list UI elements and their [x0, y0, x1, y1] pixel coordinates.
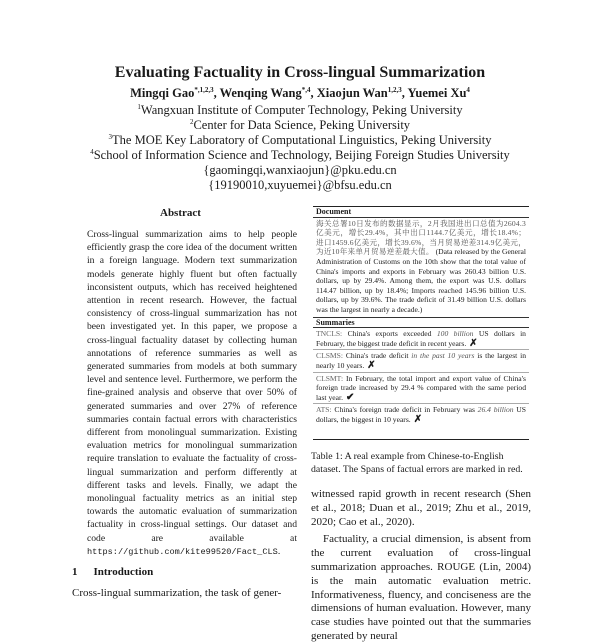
cross-mark-icon: ✗ — [469, 337, 478, 349]
model-name: ATS: — [316, 405, 332, 415]
summary-text: US dollars in February, the biggest trade deficit in recent years. — [316, 329, 526, 348]
summaries-list — [313, 328, 529, 425]
document-heading: Document — [313, 207, 529, 218]
summary-row — [313, 328, 529, 350]
author-name: Wenqing Wang — [219, 86, 302, 100]
author-name: Mingqi Gao — [130, 86, 195, 100]
summary-text: is the largest in nearly 10 years. — [316, 351, 527, 370]
affiliation-marker: 3 — [108, 132, 113, 141]
summary-text: China's foreign trade deficit in February was — [334, 405, 478, 415]
affiliation-text: Wangxuan Institute of Computer Technology, Peking University — [140, 103, 463, 117]
abstract-text: Cross-lingual summarization aims to help people efficiently grasp the core idea of the document written in a foreign language. Modern text summarization models generate highly fluent but often factually inconsistent outputs, which has received heightened attention in recent research. However, the factual consistency of cross-lingual summarization has not been investigated yet. In this paper, we propose a cross-lingual factuality dataset by collecting human annotations of reference summaries as well as generated summaries from models at both summary level and sentence level. Furthermore, we perform the fine-grained analysis and observe that over 50% of generated summaries and over 27% of reference summaries contain factual errors with characteristics different from monolingual summarization. Existing evaluation metrics for monolingual summarization require translation to evaluate the factuality of cross-lingual summarization and perform differently at different tasks and levels. Finally, we adapt the monolingual factuality metrics as an initial step towards the automatic evaluation of summarization factuality in cross-lingual settings. Our dataset and code are available at — [87, 229, 297, 544]
document-chinese: 海关总署10日发布的数据显示，2月我国进出口总值为2604.3亿美元，增长29.4%，其中出口1144.7亿美元，增长18.4%；进口1459.6亿美元，增长39.6%，当月贸易逆差314.9亿美元，为近10年来单月贸易逆差最大值。 — [316, 218, 526, 257]
model-name: CLSMS: — [316, 351, 344, 361]
summary-row — [313, 350, 529, 372]
affiliation-marker: 1 — [137, 102, 141, 111]
author-affiliation-marker: 4 — [466, 85, 470, 94]
summary-text: China's trade deficit — [345, 351, 412, 361]
section-number: 1 — [72, 566, 78, 578]
summary-row — [313, 373, 529, 405]
affiliation-line — [0, 148, 600, 163]
section-title: Introduction — [93, 566, 154, 578]
affiliation-line — [0, 118, 600, 133]
affiliation-text: Center for Data Science, Peking University — [193, 118, 411, 132]
author-name: Yuemei Xu — [407, 86, 467, 100]
error-span: 100 billion — [436, 329, 474, 339]
affiliation-text: School of Information Science and Technology, Beijing Foreign Studies University — [93, 148, 510, 162]
cross-mark-icon: ✗ — [413, 413, 423, 425]
section-heading — [72, 566, 153, 578]
model-name: TNCLS: — [316, 329, 343, 339]
table-caption: Table 1: A real example from Chinese-to-English dataset. The Spans of factual errors are marked in red. — [311, 451, 523, 475]
summary-text: In February, the total import and export value of China's foreign trade increased by 29.4 % compared with the same period last year. — [316, 373, 526, 402]
summary-text: China's exports exceeded — [347, 329, 437, 339]
author-affiliation-marker: 1,2,3 — [387, 85, 402, 94]
summaries-heading: Summaries — [313, 317, 529, 329]
right-column-text — [311, 488, 531, 644]
cross-mark-icon: ✗ — [367, 359, 376, 371]
author-affiliation-marker: *,1,2,3 — [194, 85, 214, 94]
affiliation-marker: 4 — [90, 147, 94, 156]
affiliation-marker: 2 — [189, 117, 194, 126]
abstract-period: . — [277, 545, 281, 557]
paragraph: Factuality, a crucial dimension, is absent from the current evaluation of cross-lingual summarization approaches. ROUGE (Lin, 2004) is the main automatic evaluation metric. Informativeness, fluency, and conciseness are the dimensions of human evaluation. However, many case studies have pointed out that the summaries generated by neural — [311, 533, 531, 642]
model-name: CLSMT: — [316, 373, 344, 383]
affiliation-line — [0, 133, 600, 148]
check-mark-icon: ✔ — [346, 391, 355, 403]
intro-first-line: Cross-lingual summarization, the task of gener- — [72, 587, 282, 599]
summary-row — [313, 404, 529, 425]
document-cell — [313, 218, 529, 316]
email-line: {19190010,xuyuemei}@bfsu.edu.cn — [208, 178, 392, 192]
paper-title: Evaluating Factuality in Cross-lingual Summarization — [114, 64, 486, 81]
example-table — [313, 206, 529, 440]
document-translation: (Data released by the General Administration of Customs on the 10th show that the total value of China's imports and exports in February was 260.43 billion U.S. dollars, up by 29.4%. Among them, the export was U.S. dollars 114.47 billion, up by 18.4%; Imports reached 145.96 billion U.S. dollars, up by 39.6%. The trade deficit of 31.49 billion U.S. dollars was the largest in nearly a decade.) — [316, 247, 526, 314]
affiliation-text: The MOE Key Laboratory of Computational Linguistics, Peking University — [112, 133, 492, 147]
error-span: in the past 10 years — [411, 351, 475, 361]
paragraph: witnessed rapid growth in recent research (Shen et al., 2018; Duan et al., 2019; Zhu et al., 2019, 2020; Cao et al., 2020). — [311, 488, 531, 528]
summary-text: US dollars, the biggest in 10 years. — [316, 405, 526, 424]
affiliation-line — [0, 103, 600, 118]
author-affiliation-marker: *,4 — [301, 85, 311, 94]
abstract-body — [87, 228, 297, 559]
error-span: 26.4 billion — [477, 405, 514, 415]
dataset-link[interactable]: https://github.com/kite99520/Fact_CLS — [87, 546, 278, 557]
email-line: {gaomingqi,wanxiaojun}@pku.edu.cn — [203, 163, 397, 177]
author-name: Xiaojun Wan — [316, 86, 388, 100]
author-list: Mingqi Gao$^{*,1,2,3}$, Wenqing Wang$^{*,4}$, Xiaojun Wan$^{1,2,3}$, Yuemei Xu$^4$ — [130, 85, 470, 100]
abstract-heading: Abstract — [160, 207, 201, 219]
